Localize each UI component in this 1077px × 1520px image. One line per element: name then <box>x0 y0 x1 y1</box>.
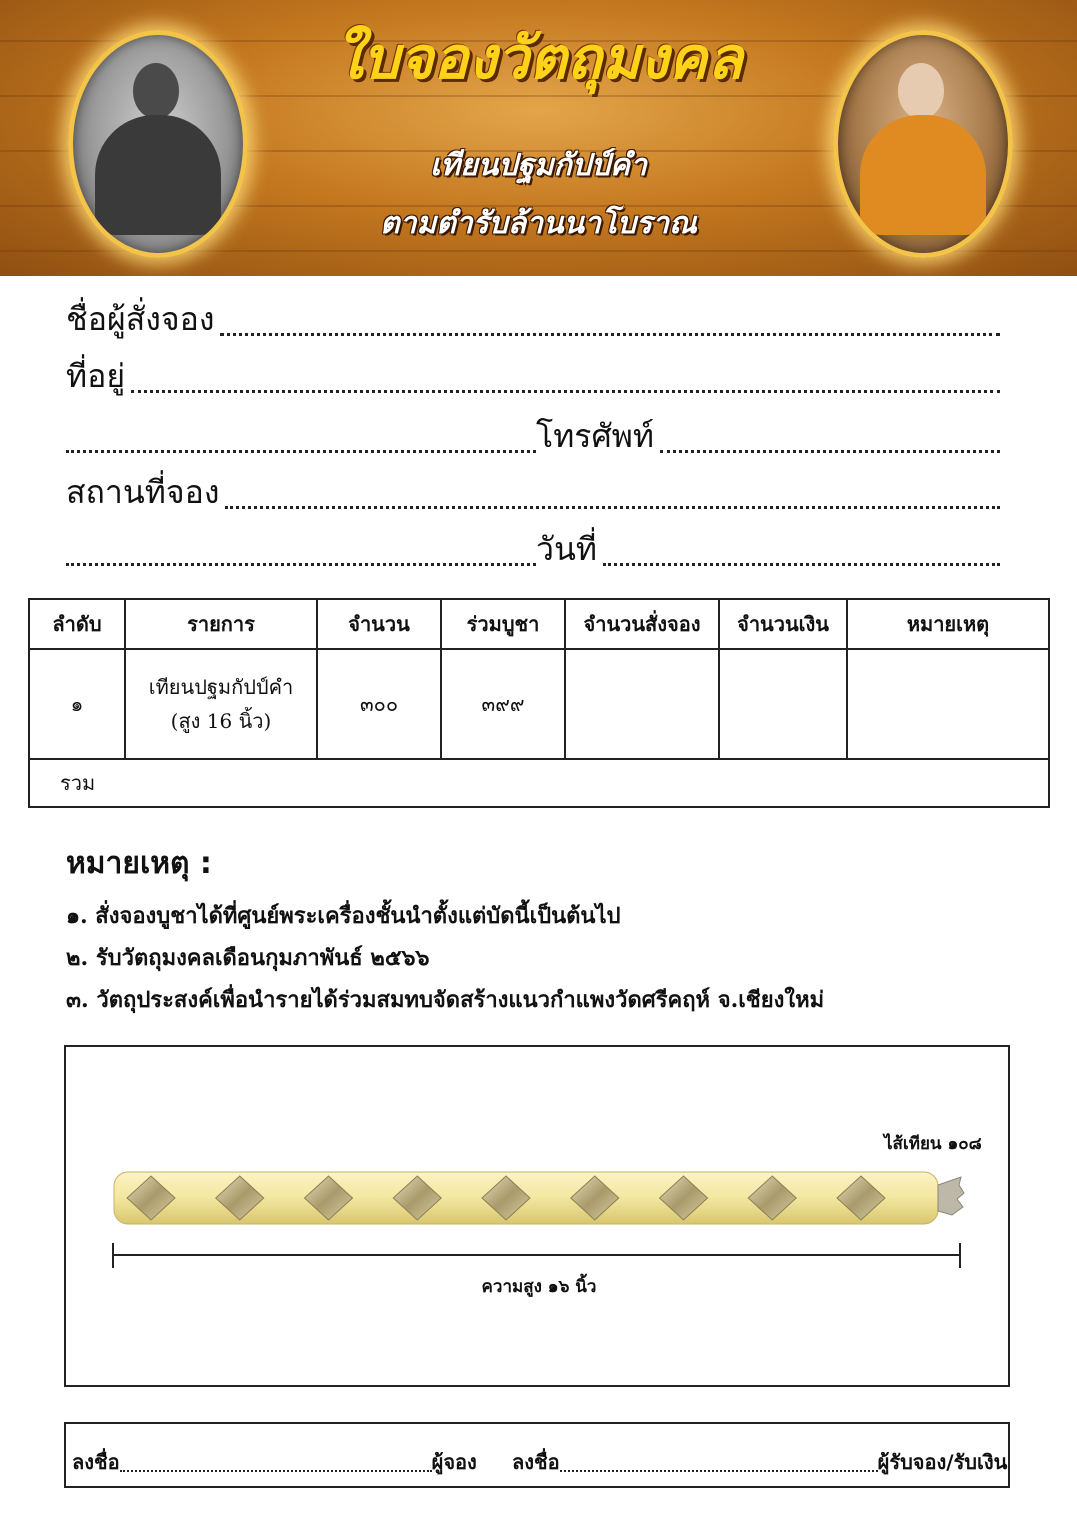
monk-portrait-right <box>833 30 1013 258</box>
note-item-3: ๓. วัตถุประสงค์เพื่อนำรายได้ร่วมสมทบจัดสร้างแนวกำแพงวัดศรีคฤห์ จ.เชียงใหม่ <box>66 987 825 1013</box>
table-header-row <box>29 599 1049 649</box>
booking-place-continue-field[interactable] <box>66 563 536 566</box>
cell-price: ๓๙๙ <box>441 649 565 759</box>
subtitle-line-1: เทียนปฐมกัปป์คำ <box>430 148 647 183</box>
height-label: ความสูง ๑๖ นิ้ว <box>481 1277 597 1297</box>
header-quantity: จำนวน <box>317 599 441 649</box>
address-field[interactable] <box>131 390 1000 393</box>
address-continue-field[interactable] <box>66 450 536 453</box>
table-total-row <box>29 759 1049 807</box>
receiver-signature[interactable] <box>512 1446 1007 1478</box>
monk-portrait-left <box>68 30 248 258</box>
height-dimension-line <box>113 1243 960 1268</box>
cell-no: ๑ <box>29 649 125 759</box>
booking-place-label: สถานที่จอง <box>66 473 220 511</box>
cell-item <box>125 649 317 759</box>
address-line[interactable] <box>66 352 1000 402</box>
phone-line[interactable] <box>66 412 1000 462</box>
wick-label: ไส้เทียน ๑๐๘ <box>884 1134 982 1154</box>
table-row <box>29 649 1049 759</box>
header-item: รายการ <box>125 599 317 649</box>
receiver-label: ผู้รับจอง/รับเงิน <box>877 1450 1008 1474</box>
note-item-1: ๑. สั่งจองบูชาได้ที่ศูนย์พระเครื่องชั้นนำตั้งแต่บัดนี้เป็นต้นไป <box>66 903 621 929</box>
candle-image <box>66 1047 1008 1385</box>
booker-label: ผู้จอง <box>431 1450 477 1474</box>
cell-quantity: ๓๐๐ <box>317 649 441 759</box>
header-amount: จำนวนเงิน <box>719 599 847 649</box>
date-line[interactable] <box>66 525 1000 575</box>
page-title: ใบจองวัตถุมงคล <box>334 24 743 92</box>
phone-field[interactable] <box>660 450 1000 453</box>
header-price: ร่วมบูชา <box>441 599 565 649</box>
header-remark: หมายเหตุ <box>847 599 1049 649</box>
date-label: วันที่ <box>536 530 597 568</box>
date-field[interactable] <box>603 563 1000 566</box>
phone-label: โทรศัพท์ <box>536 417 654 455</box>
header-no: ลำดับ <box>29 599 125 649</box>
cell-remark[interactable] <box>847 649 1049 759</box>
candle-illustration-box <box>64 1045 1010 1387</box>
candle-wick <box>938 1177 964 1215</box>
gold-foil-diamonds <box>127 1176 885 1220</box>
subtitle-line-2: ตามตำรับล้านนาโบราณ <box>380 206 697 241</box>
notes-heading: หมายเหตุ : <box>66 846 212 881</box>
candle <box>114 1172 964 1224</box>
address-label: ที่อยู่ <box>66 357 126 395</box>
cell-item-line1: เทียนปฐมกัปป์คำ <box>148 675 294 699</box>
orderer-name-label: ชื่อผู้สั่งจอง <box>66 300 215 338</box>
booker-sign-label: ลงชื่อ <box>72 1450 120 1474</box>
receiver-sign-label: ลงชื่อ <box>512 1450 560 1474</box>
booker-signature[interactable] <box>72 1446 477 1478</box>
header-banner <box>0 0 1077 276</box>
note-item-2: ๒. รับวัตถุมงคลเดือนกุมภาพันธ์ ๒๕๖๖ <box>66 945 430 971</box>
booker-signature-field[interactable] <box>120 1470 432 1472</box>
order-table <box>28 598 1050 808</box>
booking-place-line[interactable] <box>66 468 1000 518</box>
cell-item-line2: (สูง 16 นิ้ว) <box>170 709 272 733</box>
header-ordered: จำนวนสั่งจอง <box>565 599 719 649</box>
signature-box <box>64 1422 1010 1488</box>
cell-amount[interactable] <box>719 649 847 759</box>
cell-ordered[interactable] <box>565 649 719 759</box>
receiver-signature-field[interactable] <box>560 1470 878 1472</box>
total-label: รวม <box>29 759 1049 807</box>
booking-place-field[interactable] <box>225 506 1000 509</box>
orderer-name-field[interactable] <box>220 333 1000 336</box>
orderer-name-line[interactable] <box>66 295 1000 345</box>
